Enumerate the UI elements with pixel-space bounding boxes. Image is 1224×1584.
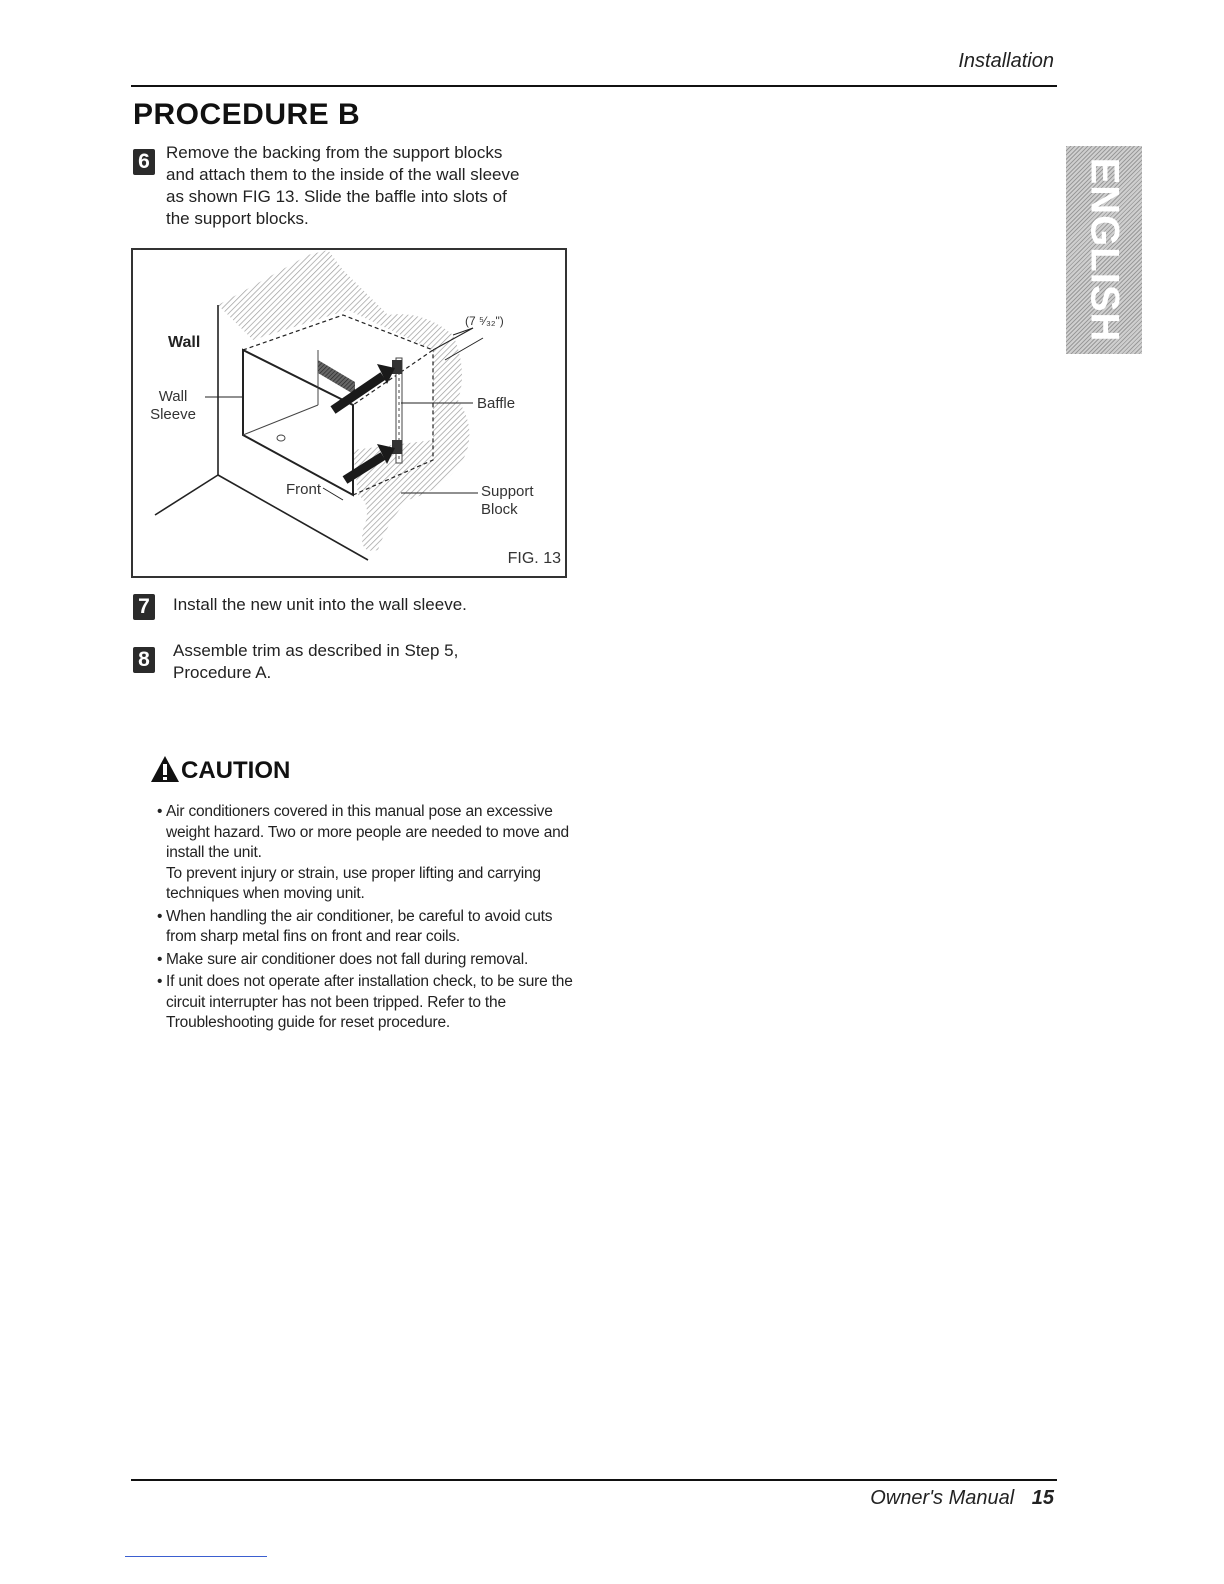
label-baffle: Baffle: [477, 395, 516, 412]
caution-paragraph: • Air conditioners covered in this manual pose an excessive weight hazard. Two or more people are needed to move and install the unit.: [166, 803, 569, 861]
caution-item: [157, 907, 577, 948]
step-number-badge: 8: [133, 647, 155, 673]
top-rule: [131, 85, 1057, 87]
bottom-rule: [131, 1479, 1057, 1481]
page-footer: [870, 1487, 1054, 1510]
caution-item: [157, 950, 577, 971]
label-dimension: (7 ⁵⁄₃₂"): [465, 314, 504, 328]
manual-title: Owner's Manual: [870, 1487, 1015, 1509]
caution-paragraph: • Make sure air conditioner does not fall during removal.: [166, 950, 529, 968]
section-header: Installation: [958, 50, 1054, 72]
step-number-badge: 6: [133, 149, 155, 175]
language-tab: [1066, 146, 1142, 354]
caution-list: [157, 802, 577, 1036]
label-support-block: Support Block: [481, 483, 534, 518]
label-front: Front: [286, 481, 322, 498]
caution-paragraph: • When handling the air conditioner, be careful to avoid cuts from sharp metal fins on front and rear coils.: [166, 907, 553, 945]
step-text: Assemble trim as described in Step 5, Procedure A.: [173, 641, 459, 682]
figure-13: [131, 248, 567, 578]
label-wall: Wall: [168, 334, 201, 351]
figure-caption: FIG. 13: [507, 550, 561, 567]
step-text: Install the new unit into the wall sleeve.: [173, 595, 467, 614]
caution-title: CAUTION: [181, 757, 291, 784]
warning-triangle-icon: [150, 755, 180, 783]
page-number: 15: [1031, 1487, 1054, 1509]
step-number-badge: 7: [133, 594, 155, 620]
caution-paragraph: To prevent injury or strain, use proper lifting and carrying techniques when moving unit.: [166, 864, 541, 902]
step-text: Remove the backing from the support blocks and attach them to the inside of the wall sleeve as shown FIG 13. Slide the baffle into slots of the support blocks.: [166, 143, 520, 228]
caution-paragraph: • If unit does not operate after installation check, to be sure the circuit interrupter has not been tripped. Refer to the Troubleshooting guide for reset procedure.: [166, 973, 573, 1031]
caution-item: [157, 972, 577, 1034]
caution-item: [157, 802, 577, 905]
label-wall-sleeve: Wall Sleeve: [150, 388, 196, 423]
procedure-title: PROCEDURE B: [133, 98, 361, 131]
link-underline: [125, 1556, 267, 1557]
language-tab-label: ENGLISH: [1082, 157, 1127, 343]
